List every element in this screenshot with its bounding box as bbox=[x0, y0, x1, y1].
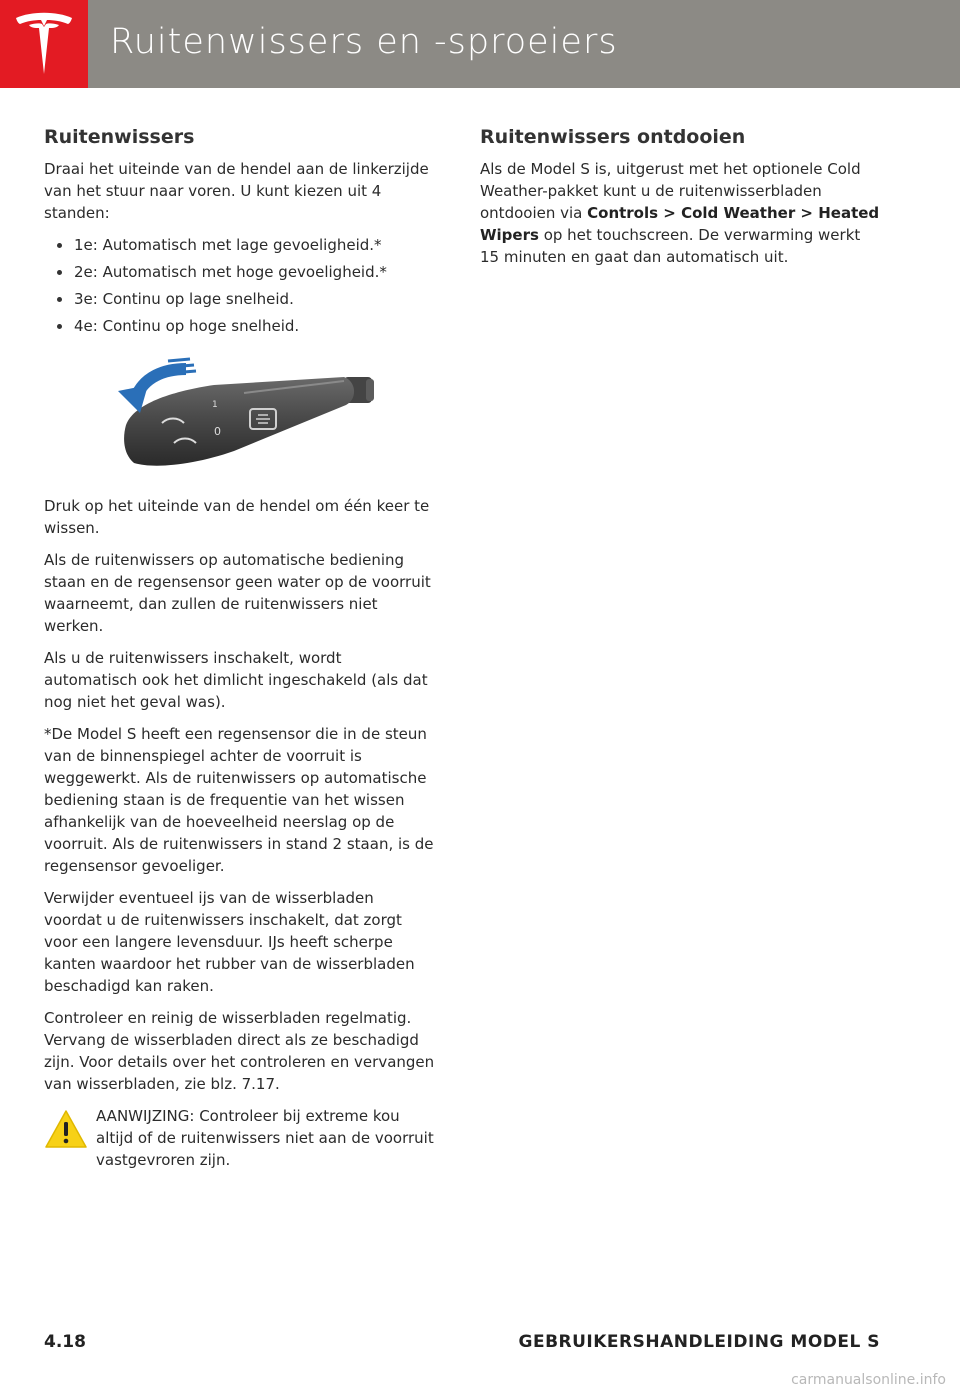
body-paragraph: Als u de ruitenwissers inschakelt, wordt automatisch ook het dimlicht ingeschakeld (als dat nog niet het geval was). bbox=[44, 649, 428, 711]
defrost-text-start: Als de Model S is, uitgerust met het optionele Cold Weather-pakket kunt u de ruitenwisserbladen ontdooien via bbox=[480, 160, 861, 222]
page-title: Ruitenwissers en -sproeiers bbox=[110, 22, 618, 62]
defrost-paragraph bbox=[480, 158, 880, 268]
warning-note bbox=[44, 1105, 436, 1171]
list-item: 2e: Automatisch met hoge gevoeligheid.* bbox=[44, 261, 436, 283]
body-paragraph: Druk op het uiteinde van de hendel om één keer te wissen. bbox=[44, 497, 430, 537]
page-header bbox=[0, 0, 960, 88]
body-paragraph: Verwijder eventueel ijs van de wisserbladen voordat u de ruitenwissers inschakelt, dat zorgt voor een langere levensduur. IJs heeft scherpe kanten waardoor het rubber van de wisserbladen beschadigd kan raken. bbox=[44, 889, 415, 995]
wiper-stalk-figure bbox=[44, 355, 436, 473]
warning-triangle-icon bbox=[44, 1109, 88, 1149]
wiper-stalk-illustration bbox=[44, 355, 436, 473]
body-paragraph: Controleer en reinig de wisserbladen regelmatig. Vervang de wisserbladen direct als ze beschadigd zijn. Voor details over het controleren en vervangen van wisserbladen, zie blz. 7.17. bbox=[44, 1009, 435, 1093]
watermark: carmanualsonline.info bbox=[791, 1372, 946, 1388]
section-heading-wipers: Ruitenwissers bbox=[44, 126, 195, 148]
left-column bbox=[44, 126, 436, 1171]
list-item: 4e: Continu op hoge snelheid. bbox=[44, 315, 436, 337]
right-column bbox=[480, 126, 880, 278]
manual-title: GEBRUIKERSHANDLEIDING MODEL S bbox=[518, 1332, 880, 1352]
body-paragraph: Als de ruitenwissers op automatische bediening staan en de regensensor geen water op de voorruit waarneemt, dan zullen de ruitenwissers niet werken. bbox=[44, 551, 431, 635]
wiper-position-0-label: 0 bbox=[214, 425, 221, 438]
brand-logo bbox=[0, 0, 88, 88]
section-heading-defrost: Ruitenwissers ontdooien bbox=[480, 126, 746, 148]
list-item: 1e: Automatisch met lage gevoeligheid.* bbox=[44, 234, 436, 256]
tesla-logo-icon bbox=[13, 12, 75, 76]
defrost-text-end: op het touchscreen. De verwarming werkt 15 minuten en gaat dan automatisch uit. bbox=[480, 226, 861, 266]
intro-paragraph: Draai het uiteinde van de hendel aan de linkerzijde van het stuur naar voren. U kunt kiezen uit 4 standen: bbox=[44, 160, 429, 222]
wiper-position-1-label: 1 bbox=[212, 400, 218, 410]
wiper-settings-list bbox=[44, 234, 436, 337]
list-item: 3e: Continu op lage snelheid. bbox=[44, 288, 436, 310]
menu-path: Controls > Cold Weather > Heated Wipers bbox=[480, 204, 880, 244]
page-number: 4.18 bbox=[44, 1332, 86, 1352]
body-paragraph: *De Model S heeft een regensensor die in de steun van de binnenspiegel achter de voorruit is weggewerkt. Als de ruitenwissers op automatische bediening staan is de frequentie van het wissen afhankelijk van de hoeveelheid neerslag op de voorruit. Als de ruitenwissers in stand 2 staan, is de regensensor gevoeliger. bbox=[44, 725, 434, 875]
warning-text: AANWIJZING: Controleer bij extreme kou altijd of de ruitenwissers niet aan de voorruit vastgevroren zijn. bbox=[96, 1107, 434, 1169]
